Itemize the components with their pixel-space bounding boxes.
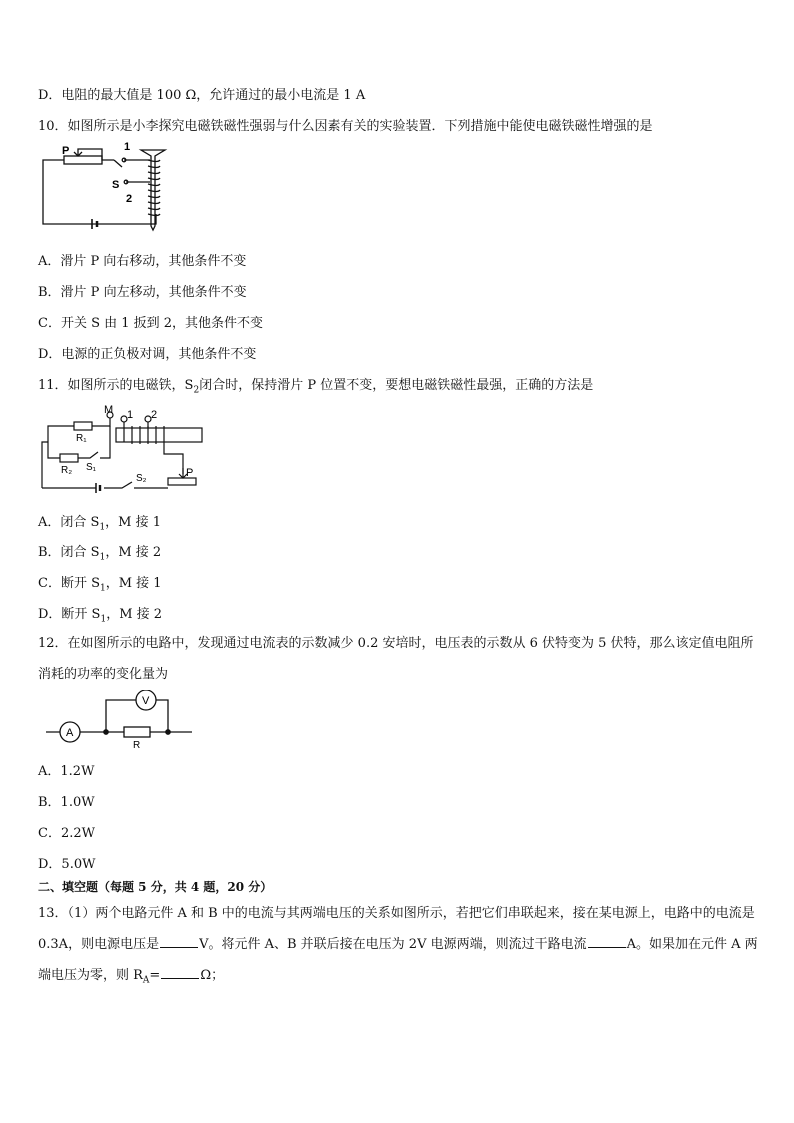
- q10-figure: [38, 140, 188, 236]
- q13-blank-2[interactable]: [588, 935, 626, 948]
- q12-label-r: R: [133, 740, 141, 750]
- q12-option-c: C．2.2W: [38, 826, 95, 841]
- q11-label-2: 2: [151, 409, 158, 421]
- q13-stem: 13．（1）两个电路元件 A 和 B 中的电流与其两端电压的关系如图所示，若把它们串联起来，接在某电源上，电路中的电流是 0.3A，则电源电压是 V。将元件 A、B 并联后接在电压为 2V 电源两端，则流过干路电流 A。如果加在元件 A 两端电压为零，则 $R_A= \Omega$；: [38, 906, 758, 986]
- q11-label-r1: R₁: [76, 433, 87, 444]
- q11-option-b: B．闭合 $S_1$，M 接 2: [38, 545, 162, 563]
- q12-figure: [44, 690, 194, 750]
- q10-option-b: B．滑片 P 向左移动，其他条件不变: [38, 285, 247, 300]
- q12-stem: 12．在如图所示的电路中，发现通过电流表的示数减少 0.2 安培时，电压表的示数从 6 伏特变为 5 伏特，那么该定值电阻所消耗的功率的变化量为: [38, 636, 754, 682]
- q11-label-m: M: [104, 404, 114, 416]
- q12-option-b: B．1.0W: [38, 795, 95, 810]
- q12-label-a: A: [66, 727, 74, 739]
- q11-option-d: D．断开 $S_1$，M 接 2: [38, 607, 163, 625]
- q11-figure: [38, 404, 213, 496]
- q10-option-c: C．开关 S 由 1 扳到 2，其他条件不变: [38, 316, 264, 331]
- q10-option-a: A．滑片 P 向右移动，其他条件不变: [38, 254, 247, 269]
- q10-label-2: 2: [126, 193, 133, 205]
- section-2-heading: 二、填空题（每题 5 分，共 4 题，20 分）: [38, 880, 273, 894]
- q12-option-d: D．5.0W: [38, 857, 96, 872]
- q11-option-a: A．闭合 $S_1$，M 接 1: [38, 515, 162, 533]
- q10-label-p: P: [62, 145, 70, 157]
- q10-option-d: D．电源的正负极对调，其他条件不变: [38, 347, 257, 362]
- q10-stem: 10．如图所示是小李探究电磁铁磁性强弱与什么因素有关的实验装置．下列措施中能使电磁铁磁性增强的是: [38, 119, 653, 134]
- q13-blank-1[interactable]: [160, 935, 198, 948]
- q9-option-d: D．电阻的最大值是 100 Ω，允许通过的最小电流是 1 A: [38, 88, 366, 103]
- q11-label-s2: S₂: [136, 473, 147, 484]
- q11-stem: 11．如图所示的电磁铁，$S_2$闭合时，保持滑片 P 位置不变，要想电磁铁磁性最强，正确的方法是: [38, 378, 594, 396]
- q10-label-1: 1: [124, 141, 131, 153]
- q12-option-a: A．1.2W: [38, 764, 95, 779]
- q11-label-s1: S₁: [86, 462, 97, 473]
- q11-option-c: C．断开 $S_1$，M 接 1: [38, 576, 162, 594]
- q11-label-p: P: [186, 467, 194, 479]
- q11-label-1: 1: [127, 409, 134, 421]
- q10-label-s: S: [112, 179, 120, 191]
- q11-label-r2: R₂: [61, 465, 73, 476]
- q13-blank-3[interactable]: [161, 966, 199, 979]
- q12-label-v: V: [142, 695, 150, 707]
